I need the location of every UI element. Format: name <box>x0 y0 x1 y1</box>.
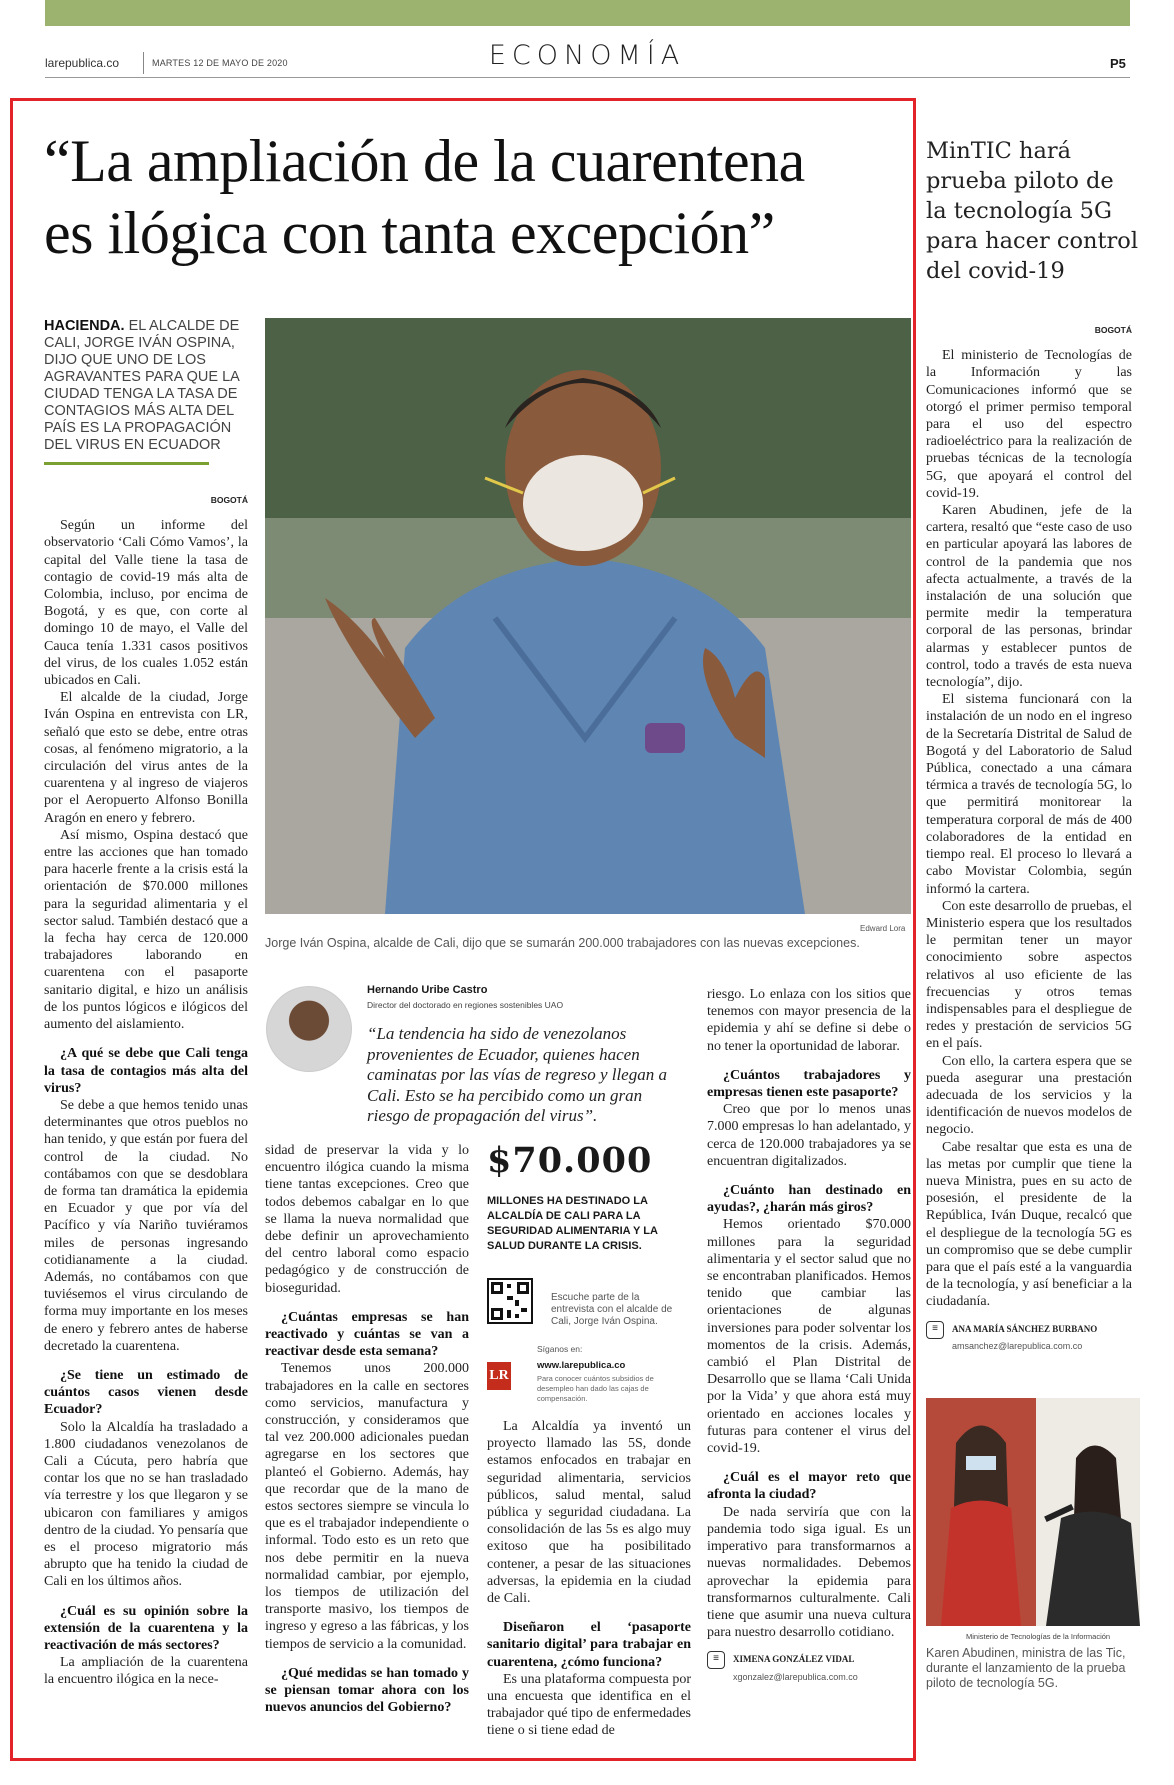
mayor-photo-illustration <box>265 318 911 914</box>
follow-label: Síganos en: <box>537 1344 583 1354</box>
paragraph: Cabe resaltar que esta es una de las metas por cumplir que tiene la nueva Ministra, pues en su acto de posesión, el presidente de la República, Iván Duque, recalcó que el despliegue de la tecnología 5G es un compromiso que se debe cumplir para que el país esté a la vanguardia de la tecnología, y así beneficiar a la ciudadanía. <box>926 1139 1132 1310</box>
lead-underline <box>44 462 209 465</box>
paragraph: sidad de preservar la vida y lo encuentro ilógica cuando la misma tiene tantas excepciones. Creo que todos debemos cabalgar en lo que se llama la nueva normalidad que debe definir un aprovechamiento del centro laboral como espacio pedagógico y de construcción de bioseguridad. <box>265 1143 469 1296</box>
sidebar-dateline: BOGOTÁ <box>1094 325 1132 335</box>
issue-date: MARTES 12 DE MAYO DE 2020 <box>152 58 288 68</box>
minister-photo-illustration <box>926 1398 1140 1626</box>
interview-question: ¿Cuál es el mayor reto que afronta la ciudad? <box>707 1470 911 1503</box>
article-lead <box>44 318 240 454</box>
interview-question: ¿A qué se debe que Cali tenga la tasa de contagios más alta del virus? <box>44 1046 248 1096</box>
interview-answer: Hemos orientado $70.000 millones para la seguridad alimentaria y el sector salud que no se encontraban planificados. Hemos tenido que cambiar las orientaciones de algunas inversiones para poder solventar los momentos de la crisis. Además, cambió el Plan Distrital de Desarrollo que se llama ‘Cali Unida por la Vida’ y que ahora está muy orientado en acciones locales y futuras para contener el virus del covid-19. <box>707 1217 911 1457</box>
interview-answer: Se debe a que hemos tenido unas determinantes que otros pueblos no han tenido, y que están por fuera del control de la ciudad. No contábamos con que se desdoblara de forma tan dramática la epidemia en Ecuador y que por vía del Pacífico y vía Nariño tuviéramos miles de personas ingresando cotidianamente a la ciudad. Además, no contábamos con que tuviésemos el virus circulando de forma muy importante en los meses de enero y febrero antes de haberse decretado la cuarentena. <box>44 1097 248 1354</box>
follow-description: Para conocer cuántos subsidios de desempleo han dado las cajas de compensación. <box>537 1374 654 1403</box>
paragraph: El sistema funcionará con la instalación de un nodo en el ingreso de la Secretaría Distrital de Salud de Bogotá y del Laboratorio de Salud Pública, conectado a una cámara térmica a través de tecnología 5G, lo que permitirá monitorear la temperatura corporal de más de 400 colaboradores de la entidad en tiempo real. El proceso lo llevará a cabo Movistar Colombia, según informó la cartera. <box>926 692 1132 897</box>
interview-question: Diseñaron el ‘pasaporte sanitario digital’ para trabajar en cuarentena, ¿cómo funciona? <box>487 1620 691 1670</box>
sidebar-photo <box>926 1398 1140 1626</box>
qr-code-icon[interactable] <box>487 1278 533 1324</box>
author-email[interactable]: amsanchez@larepublica.com.co <box>952 1340 1083 1351</box>
interview-answer: Creo que por lo menos unas 7.000 empresas lo han adelantado, y cerca de 120.000 trabajadores ya se encuentran digitalizados. <box>707 1102 911 1169</box>
paragraph: El alcalde de la ciudad, Jorge Iván Ospina en entrevista con LR, señaló que esto se debe, entre otras cosas, al fenómeno migratorio, a la circulación del virus antes de la cuarentena y al ingreso de viajeros por el Aeropuerto Alfonso Bonilla Aragón en enero y febrero. <box>44 690 248 826</box>
interview-question: ¿Cuál es su opinión sobre la extensión de la cuarentena y la reactivación de más sectores? <box>44 1603 248 1653</box>
page-number: P5 <box>1110 56 1126 71</box>
interview-answer: Tenemos unos 200.000 trabajadores en la calle en sectores como servicios, manufactura y construcción, y consideramos que tal vez 200.000 adicionales puedan agregarse en los sectores que planteó el Gobierno. Además, hay que recordar que de la mano de estos sectores siempre se vincula lo que es el trabajador independiente o informal. Todo esto es un reto que nos debe permitir en la nueva normalidad cambiar, por ejemplo, los tiempos de utilización del transporte masivo, los tiempos de ingreso y egreso a las fábricas, y los tiempos de servicio a la comunidad. <box>265 1361 469 1652</box>
byline-text <box>733 1651 858 1685</box>
sidebar-byline <box>926 1321 1132 1355</box>
qr-pattern <box>489 1280 531 1322</box>
section-title: ECONOMÍA <box>488 40 686 71</box>
interview-question: ¿Se tiene un estimado de cuántos casos vienen desde Ecuador? <box>44 1367 248 1418</box>
speech-bubble-icon: ≡ <box>707 1651 725 1669</box>
photo-caption: Jorge Iván Ospina, alcalde de Cali, dijo que se sumarán 200.000 trabajadores con las nuevas excepciones. <box>265 936 860 950</box>
paragraph: Según un informe del observatorio ‘Cali Cómo Vamos’, la capital del Valle tiene la tasa de contagio de covid-19 más alta de Colombia, incluso, por encima de Bogotá, y es que, con corte al domingo 10 de mayo, el Valle del Cauca tenía 1.331 casos positivos del virus, de los cuales 1.052 están ubicados en Cali. <box>44 518 248 689</box>
follow-url[interactable]: www.larepublica.co <box>537 1360 626 1371</box>
headline-line-2: es ilógica con tanta excepción” <box>44 200 775 266</box>
article-headline <box>44 125 904 269</box>
lead-kicker: HACIENDA. <box>44 318 125 334</box>
article-byline <box>707 1651 911 1685</box>
site-name[interactable]: larepublica.co <box>45 56 120 70</box>
main-photo <box>265 318 911 914</box>
expert-quote: “La tendencia ha sido de venezolanos provenientes de Ecuador, quienes hacen caminatas por las vías de regreso y llegan a Cali. Esto se ha percibido como un gran riesgo de propagación del virus”. <box>367 1024 667 1125</box>
interview-question: ¿Cuántas empresas se han reactivado y cuántas se van a reactivar desde esta semana? <box>265 1309 469 1360</box>
sidebar-headline: MinTIC hará prueba piloto de la tecnología 5G para hacer control del covid-19 <box>926 138 1139 284</box>
paragraph: Con este desarrollo de pruebas, el Ministerio espera que los resultados le permitan tener un mayor conocimiento sobre aspectos relativos al uso eficiente de las frecuencias y otros temas indispensables para el despliegue de redes y prestación de servicios 5G en el país. <box>926 898 1132 1052</box>
interview-question: ¿Cuántos trabajadores y empresas tienen este pasaporte? <box>707 1067 911 1101</box>
interview-answer: Es una plataforma compuesta por una encuesta que identifica en el trabajador qué tipo de enfermedades tiene o si tiene edad de <box>487 1671 691 1739</box>
lead-text: EL ALCALDE DE CALI, JORGE IVÁN OSPINA, DIJO QUE UNO DE LOS AGRAVANTES PARA QUE LA CIUDAD TENGA LA TASA DE CONTAGIOS MÁS ALTA DEL PAÍS ES LA PROPAGACIÓN DEL VIRUS EN ECUADOR <box>44 318 240 453</box>
photo-credit: Edward Lora <box>860 924 906 933</box>
author-name: ANA MARÍA SÁNCHEZ BURBANO <box>952 1323 1098 1334</box>
article-column-1 <box>44 492 248 1689</box>
article-column-4 <box>707 986 911 1686</box>
highlight-figure: $70.000 <box>487 1140 653 1181</box>
expert-role: Director del doctorado en regiones sostenibles UAO <box>367 1000 564 1010</box>
interview-question: ¿Cuánto han destinado en ayudas?, ¿harán más giros? <box>707 1183 911 1216</box>
interview-answer: De nada serviría que con la pandemia todo siga igual. Es un imperativo para transformarnos a nuevas normalidades. Debemos aprovechar la epidemia para transformarnos culturalmente. Cali tiene que asumir una nueva cultura para nuestro desarrollo cotidiano. <box>707 1504 911 1641</box>
interview-question: ¿Qué medidas se han tomado y se piensan tomar ahora con los nuevos anuncios del Gobierno? <box>265 1665 469 1716</box>
headline-line-1: “La ampliación de la cuarentena <box>44 128 805 194</box>
author-email[interactable]: xgonzalez@larepublica.com.co <box>733 1671 858 1682</box>
top-color-bar <box>45 0 1130 26</box>
sidebar-photo-caption: Karen Abudinen, ministra de las Tic, durante el lanzamiento de la prueba piloto de tecnología 5G. <box>926 1646 1126 1690</box>
lr-logo-icon: LR <box>487 1362 511 1390</box>
byline-text <box>952 1321 1097 1355</box>
dateline: BOGOTÁ <box>210 495 248 505</box>
highlight-figure-text: MILLONES HA DESTINADO LA ALCALDÍA DE CALI PARA LA SEGURIDAD ALIMENTARIA Y LA SALUD DURANTE LA CRISIS. <box>487 1195 658 1252</box>
paragraph: La Alcaldía ya inventó un proyecto llamado las 5S, donde estamos enfocados en trabajar en seguridad alimentaria, servicios públicos, salud mental, salud pública y seguridad ciudadana. La consolidación de las 5s es algo muy exitoso que ha posibilitado contener, a pesar de las situaciones adversas, la epidemia en la ciudad de Cali. <box>487 1419 691 1607</box>
paragraph: El ministerio de Tecnologías de la Información y las Comunicaciones informó que se otorgó el primer permiso temporal para el uso del espectro radioeléctrico para la realización de pruebas técnicas de la tecnología 5G, que apoyará el control del covid-19. <box>926 348 1132 501</box>
expert-avatar <box>266 986 352 1072</box>
interview-answer: Solo la Alcaldía ha trasladado a 1.800 ciudadanos venezolanos de Cali a Cúcuta, pero habría que contar los que no se han trasladado vía terrestre y los que llegaron y se ubicaron con familiares y amigos dentro de la ciudad. Yo pensaría que es el proceso migratorio más abrupto que ha tenido la ciudad de Cali en los últimos años. <box>44 1419 248 1590</box>
expert-name: Hernando Uribe Castro <box>367 984 488 996</box>
paragraph: Karen Abudinen, jefe de la cartera, resaltó que “este caso de uso en particular apoyará las labores de control de la pandemia que nos afecta actualmente, a través de la instalación de una solución que permite medir la temperatura corporal de las personas, brindar alarmas y establecer puntos de control, todo a través de esta nueva tecnología”, dijo. <box>926 503 1132 691</box>
speech-bubble-icon: ≡ <box>926 1321 944 1339</box>
interview-answer: La ampliación de la cuarentena la encuentro ilógica en la nece- <box>44 1655 248 1688</box>
author-name: XIMENA GONZÁLEZ VIDAL <box>733 1654 855 1665</box>
sidebar-article <box>926 322 1132 1355</box>
sidebar-photo-credit: Ministerio de Tecnologías de la Información <box>966 1632 1111 1641</box>
paragraph: riesgo. Lo enlaza con los sitios que tenemos con mayor presencia de la epidemia y ahí se define si debe o no tener la oportunidad de laborar. <box>707 987 911 1054</box>
article-column-3 <box>487 1418 691 1740</box>
paragraph: Con ello, la cartera espera que se pueda asegurar una prestación adecuada de los servicios y la identificación de nuevos modelos de negocio. <box>926 1053 1132 1138</box>
paragraph: Así mismo, Ospina destacó que entre las acciones que han tomado para hacerle frente a la crisis está la orientación de $70.000 millones para la seguridad alimentaria y el sector salud. También destacó que a la fecha hay cerca de 120.000 trabajadores laborando en cuarentena con el pasaporte sanitario digital, e hizo un análisis de los puntos lógicos e ilógicos del aumento del aislamiento. <box>44 827 248 1033</box>
qr-caption: Escuche parte de la entrevista con el alcalde de Cali, Jorge Iván Ospina. <box>551 1292 673 1327</box>
article-column-2 <box>265 1142 469 1717</box>
